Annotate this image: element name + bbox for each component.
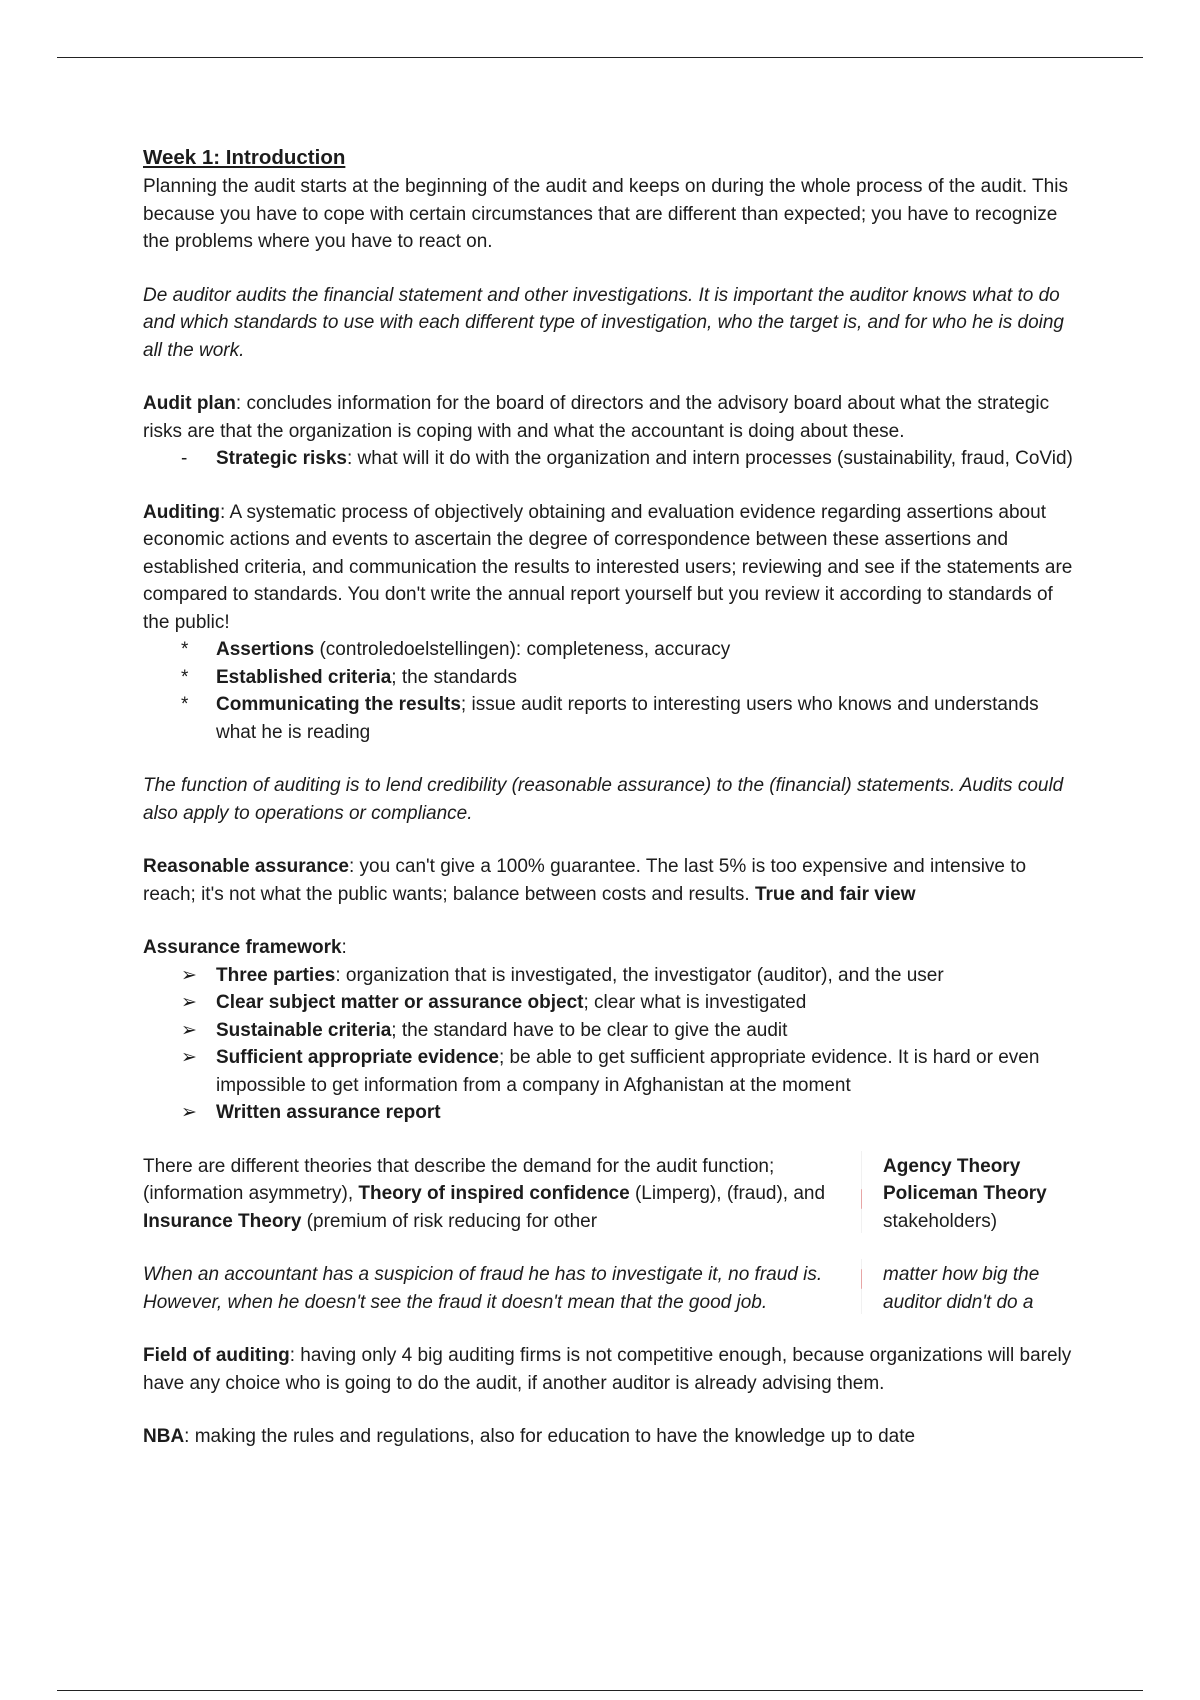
list-item-text: ; be able to get sufficient appropriate evidence. It is hard or even impossible to get information from a company in Afghanistan at the moment bbox=[216, 1047, 1040, 1096]
list-item-text: ; clear what is investigated bbox=[583, 992, 807, 1013]
list-item-term: Three parties bbox=[216, 964, 336, 986]
star-bullet: * bbox=[181, 666, 189, 688]
nba-paragraph bbox=[143, 1423, 1073, 1451]
list-item bbox=[143, 691, 1073, 746]
list-item-text: ; issue audit reports to interesting users who knows and understands what he is reading bbox=[216, 694, 1039, 743]
insurance-theory-term: Insurance Theory bbox=[143, 1210, 302, 1232]
list-item-term: Sustainable criteria bbox=[216, 1019, 392, 1041]
planning-paragraph: Planning the audit starts at the beginning of the audit and keeps on during the whole process of the audit. This because you have to cope with certain circumstances that are different than expected; you have to recognize the problems where you have to react on. bbox=[143, 176, 1068, 252]
reasonable-assurance-paragraph bbox=[143, 853, 1073, 908]
page-title: Week 1: Introduction bbox=[143, 146, 346, 169]
document-body bbox=[143, 143, 1073, 1451]
audit-plan-term: Audit plan bbox=[143, 393, 236, 414]
dash-bullet: - bbox=[181, 448, 188, 469]
agency-theory-term: Agency Theory bbox=[883, 1155, 1021, 1177]
comment-marker bbox=[861, 1189, 863, 1209]
list-item-text: : organization that is investigated, the investigator (auditor), and the user bbox=[335, 964, 944, 986]
theories-right-column bbox=[883, 1153, 1063, 1236]
theories-text: There are different theories that describe the demand for the audit function; (information asymmetry), bbox=[143, 1155, 775, 1204]
fraud-right-text: matter how big the auditor didn't do a bbox=[883, 1264, 1040, 1313]
header-rule bbox=[57, 57, 1143, 58]
theories-text: (Limperg), (fraud), and bbox=[629, 1183, 826, 1204]
star-bullet: * bbox=[181, 694, 189, 715]
nba-term: NBA bbox=[143, 1426, 185, 1447]
comment-marker bbox=[861, 1269, 863, 1289]
arrow-bullet-icon: ➢ bbox=[181, 1019, 197, 1041]
list-item bbox=[143, 1099, 1073, 1127]
fraud-left-column: When an accountant has a suspicion of fraud he has to investigate it, no fraud is. However, when he doesn't see the fraud it doesn't mean that the good job. bbox=[143, 1264, 823, 1313]
auditing-paragraph bbox=[143, 499, 1073, 637]
reasonable-assurance-text: : you can't give a 100% guarantee. The last 5% is too expensive and intensive to reach; it's not what the public wants; balance between costs and results. bbox=[143, 856, 1027, 905]
list-item-text: (controledoelstellingen): completeness, accuracy bbox=[314, 639, 731, 660]
auditing-term: Auditing bbox=[143, 501, 221, 523]
list-item bbox=[143, 1044, 1073, 1099]
theories-text: (premium of risk reducing for other bbox=[301, 1210, 598, 1232]
footer-rule bbox=[57, 1690, 1143, 1691]
theories-section bbox=[143, 1153, 1073, 1236]
list-item-term: Written assurance report bbox=[216, 1102, 441, 1123]
policeman-theory-term: Policeman Theory bbox=[883, 1183, 1047, 1204]
audit-plan-paragraph bbox=[143, 390, 1073, 445]
theories-left-column bbox=[143, 1153, 843, 1236]
list-item bbox=[143, 989, 1073, 1017]
list-item bbox=[143, 1017, 1073, 1045]
list-item-term: Communicating the results bbox=[216, 694, 461, 715]
inspired-confidence-term: Theory of inspired confidence bbox=[358, 1183, 630, 1204]
field-of-auditing-term: Field of auditing bbox=[143, 1345, 290, 1366]
field-of-auditing-paragraph bbox=[143, 1342, 1073, 1397]
true-fair-view: True and fair view bbox=[754, 883, 916, 905]
auditing-list bbox=[143, 636, 1073, 746]
assurance-framework-term: Assurance framework bbox=[143, 937, 342, 958]
auditing-text: : A systematic process of objectively obtaining and evaluation evidence regarding assertions about economic actions and events to ascertain the degree of correspondence between these assertions and established criteria, and communication the results to interested users; reviewing and see if the statements are compared to standards. You don't write the annual report yourself but you review it according to standards of the public! bbox=[143, 501, 1073, 633]
arrow-bullet-icon: ➢ bbox=[181, 992, 197, 1013]
list-item-term: Sufficient appropriate evidence bbox=[216, 1047, 499, 1068]
list-item-term: Established criteria bbox=[216, 666, 392, 688]
list-item-term: Clear subject matter or assurance object bbox=[216, 992, 584, 1013]
auditor-italic-paragraph: De auditor audits the financial statement and other investigations. It is important the auditor knows what to do and which standards to use with each different type of investigation, who the target is, and for who he is doing all the work. bbox=[143, 284, 1064, 361]
list-item-term: Strategic risks bbox=[216, 448, 347, 469]
nba-text: : making the rules and regulations, also for education to have the knowledge up to date bbox=[184, 1426, 916, 1447]
list-item bbox=[143, 445, 1073, 473]
list-item bbox=[143, 636, 1073, 664]
audit-plan-list bbox=[143, 445, 1073, 473]
list-item-term: Assertions bbox=[216, 639, 315, 660]
audit-plan-text: : concludes information for the board of directors and the advisory board about what the strategic risks are that the organization is coping with and what the accountant is doing about these. bbox=[143, 393, 1050, 442]
arrow-bullet-icon: ➢ bbox=[181, 1047, 197, 1068]
fraud-section bbox=[143, 1261, 1073, 1316]
star-bullet: * bbox=[181, 639, 189, 660]
list-item-text: ; the standards bbox=[391, 666, 517, 688]
list-item-text: : what will it do with the organization and intern processes (sustainability, fraud, CoVid) bbox=[346, 448, 1073, 469]
reasonable-assurance-term: Reasonable assurance bbox=[143, 856, 349, 877]
assurance-framework-heading bbox=[143, 934, 1073, 962]
list-item-text: ; the standard have to be clear to give the audit bbox=[391, 1019, 788, 1041]
assurance-framework-colon: : bbox=[341, 937, 347, 958]
arrow-bullet-icon: ➢ bbox=[181, 1102, 197, 1123]
list-item bbox=[143, 962, 1073, 990]
function-italic-paragraph: The function of auditing is to lend credibility (reasonable assurance) to the (financial) statements. Audits could also apply to operations or compliance. bbox=[143, 775, 1064, 824]
assurance-framework-list bbox=[143, 962, 1073, 1127]
theories-right-text: stakeholders) bbox=[883, 1210, 998, 1232]
field-of-auditing-text: : having only 4 big auditing firms is not competitive enough, because organizations will barely have any choice who is going to do the audit, if another auditor is already advising them. bbox=[143, 1345, 1072, 1394]
fraud-right-column bbox=[883, 1261, 1063, 1316]
list-item bbox=[143, 664, 1073, 692]
arrow-bullet-icon: ➢ bbox=[181, 964, 197, 986]
